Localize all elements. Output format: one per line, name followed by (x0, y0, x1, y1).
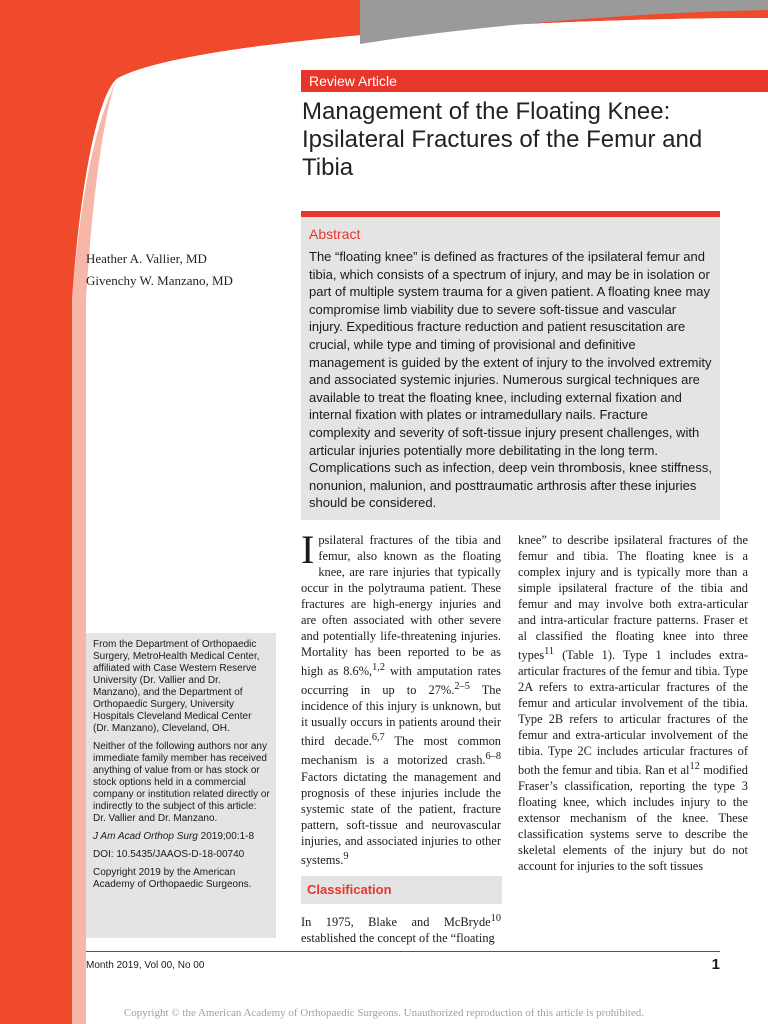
text-run: Factors dictating the management and prognosis of these injuries include the systemic state of the patient, fracture pattern, soft-tissue and neurovascular injuries, and associated injuries to other systems. (301, 769, 501, 867)
reference-superscript[interactable]: 10 (490, 913, 501, 924)
journal-citation (93, 831, 270, 843)
classification-paragraph (301, 911, 501, 946)
text-run: modified Fraser’s classification, reporting the type 3 floating knee, which includes injury to the extensor mechanism of the knee. These classification systems serve to describe the skeletal elements of the injury but do not account for injuries to the soft tissues (518, 763, 748, 874)
body-column-1 (301, 527, 501, 868)
author-name: Givenchy W. Manzano, MD (86, 273, 233, 288)
reference-superscript[interactable]: 6,7 (371, 732, 385, 744)
body-column-2 (518, 532, 748, 874)
reference-superscript[interactable]: 11 (544, 646, 555, 657)
author-list (86, 248, 233, 292)
reference-superscript[interactable]: 1,2 (372, 662, 386, 673)
reference-superscript[interactable]: 6–8 (485, 751, 501, 763)
section-label: Review Article (301, 70, 768, 92)
text-run: In 1975, Blake and McBryde (301, 915, 491, 930)
text-run: The most common mechanism is a motorized crash. (301, 734, 501, 768)
text-run: psilateral fractures of the tibia and femur, also known as the floating knee, are rare injuries that typically occur in the polytrauma patient. These fractures are high-energy injuries and are often associated with other severe and potentially life-threatening injuries. Mortality has been reported to be as high as 8.6%, (301, 533, 501, 679)
abstract-text: The “floating knee” is defined as fractures of the ipsilateral femur and tibia, which consists of a spectrum of injury, and may be in isolation or part of multiple system trauma for a given patient. A floating knee may compromise limb viability due to severe soft-tissue and vascular injury. Expeditious fracture reduction and patient resuscitation are crucial, while type and timing of provisional and definitive management is guided by the extent of injury to the involved extremity and associated systemic injuries. Numerous surgical techniques are available to treat the floating knee, including external fixation and internal fixation with plates or intramedullary nails. Fracture complexity and severity of soft-tissue injury present challenges, with articular injuries potentially more debilitating in the long term. Complications such as infection, deep vein thrombosis, knee stiffness, nonunion, malunion, and posttraumatic arthrosis after these injuries should be considered. (309, 249, 712, 511)
abstract-heading: Abstract (309, 226, 361, 242)
text-run: The incidence of this injury is unknown, but it usually occurs in patients around their third decade. (301, 683, 501, 749)
text-run: with amputation rates occurring in up to 27%. (301, 664, 501, 698)
text-run: (Table 1). Type 1 includes extra-articular fractures of the femur and tibia. Type 2A refers to extra-articular fractures of the femur and articular involvement of the tibia. Type 2B refers to articular fractures of the femur and extra-articular involvement of the tibia. Type 2C includes articular fractures of both the femur and tibia. Ran et al (518, 648, 748, 778)
classification-heading: Classification (301, 876, 502, 904)
text-run: established the concept of the “floating (301, 931, 495, 946)
journal-volume: 2019;00:1-8 (197, 831, 255, 842)
page-number: 1 (711, 956, 720, 973)
author-name: Heather A. Vallier, MD (86, 251, 207, 266)
affiliation-box (86, 633, 276, 938)
doi-link[interactable]: DOI: 10.5435/JAAOS-D-18-00740 (93, 849, 245, 860)
issue-info: Month 2019, Vol 00, No 00 (86, 960, 205, 971)
copyright-notice: Copyright © the American Academy of Orthopaedic Surgeons. Unauthorized reproduction of this article is prohibited. (123, 1007, 645, 1019)
affiliation-text: From the Department of Orthopaedic Surgery, MetroHealth Medical Center, affiliated with Case Western Reserve University (Dr. Vallier and Dr. Manzano), and the Department of Orthopaedic Surgery, University Hospitals Cleveland Medical Center (Dr. Manzano), Cleveland, OH. (93, 639, 260, 734)
body-column-1-continued (301, 911, 501, 946)
copyright-text: Copyright 2019 by the American Academy of Orthopaedic Surgeons. (93, 867, 252, 890)
classification-paragraph-continued (518, 532, 748, 874)
reference-superscript[interactable]: 9 (343, 850, 349, 862)
journal-name: J Am Acad Orthop Surg (93, 831, 198, 842)
drop-cap: I (301, 527, 315, 572)
disclosure-text: Neither of the following authors nor any immediate family member has received anything of value from or has stock or stock options held in a commercial company or institution related directly or indirectly to the subject of this article: Dr. Vallier and Dr. Manzano. (93, 741, 270, 824)
intro-paragraph (301, 527, 501, 868)
abstract-box (301, 211, 720, 520)
text-run: knee” to describe ipsilateral fractures of the femur and tibia. The floating knee is a complex injury and is typically more than a simple ipsilateral fracture of the tibia and femur and may involve both extra-articular and intra-articular fracture patterns. Fraser et al classified the floating knee into three types (518, 533, 748, 663)
article-title: Management of the Floating Knee: Ipsilateral Fractures of the Femur and Tibia (302, 98, 703, 181)
footer-divider (86, 951, 720, 952)
reference-superscript[interactable]: 12 (689, 761, 700, 773)
reference-superscript[interactable]: 2–5 (454, 681, 470, 693)
